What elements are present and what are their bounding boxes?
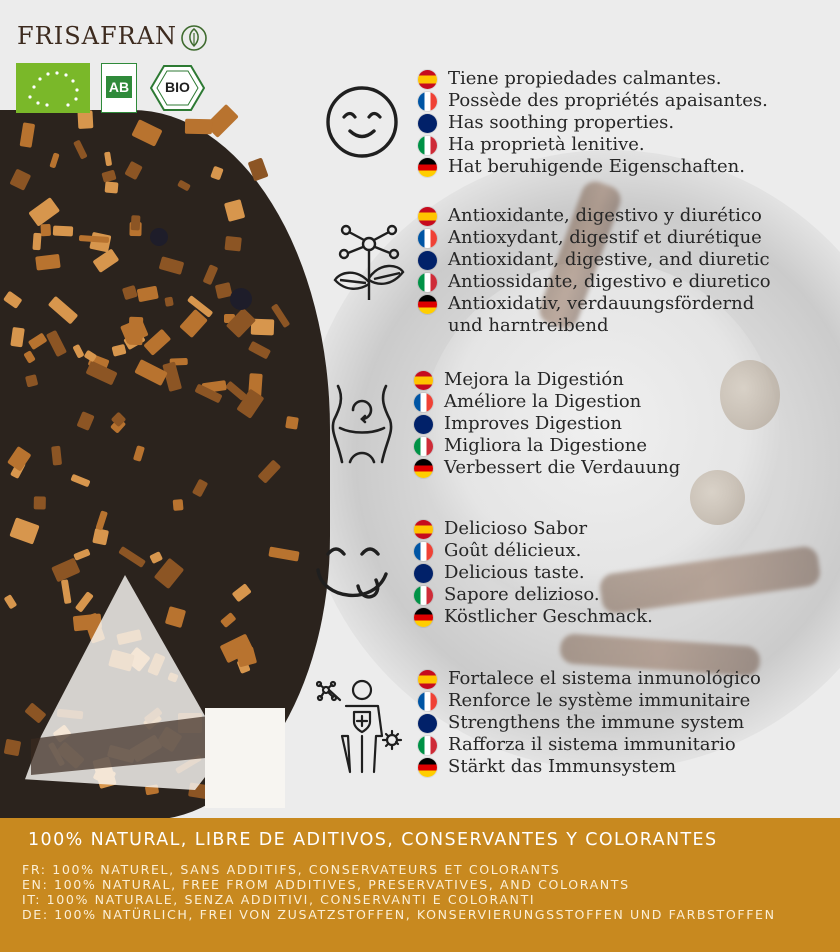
benefit-line-en bbox=[418, 712, 761, 734]
benefit-antioxidant bbox=[418, 205, 788, 337]
benefit-line-de bbox=[418, 756, 761, 778]
cinnamon-chip bbox=[185, 119, 212, 135]
benefit-line-fr bbox=[418, 690, 761, 712]
benefit-text: Rafforza il sistema immunitario bbox=[448, 734, 736, 755]
benefit-text: Antiossidante, digestivo e diuretico bbox=[448, 271, 771, 292]
benefit-line-it bbox=[414, 584, 653, 606]
berry bbox=[230, 288, 252, 310]
benefit-line-en bbox=[418, 249, 788, 271]
spain-flag-icon bbox=[418, 670, 437, 689]
leaf-logo-icon bbox=[180, 24, 208, 52]
benefit-line-fr bbox=[414, 540, 653, 562]
benefit-text: Strengthens the immune system bbox=[448, 712, 745, 733]
benefit-line-fr bbox=[418, 90, 768, 112]
benefit-line-de bbox=[418, 156, 768, 178]
benefit-line-de bbox=[414, 606, 653, 628]
benefit-line-it bbox=[414, 435, 680, 457]
eu-organic-logo bbox=[16, 63, 90, 113]
footer-line-en: EN: 100% NATURAL, FREE FROM ADDITIVES, PRESERVATIVES, AND COLORANTS bbox=[22, 877, 630, 892]
spain-flag-icon bbox=[414, 520, 433, 539]
benefit-text: Sapore delizioso. bbox=[444, 584, 600, 605]
benefit-text: Migliora la Digestione bbox=[444, 435, 648, 456]
uk-flag-icon bbox=[418, 251, 437, 270]
uk-flag-icon bbox=[414, 415, 433, 434]
germany-flag-icon bbox=[418, 295, 437, 314]
benefit-text: Verbessert die Verdauung bbox=[444, 457, 681, 478]
benefit-line-en bbox=[418, 112, 768, 134]
benefit-immune bbox=[418, 668, 761, 778]
uk-flag-icon bbox=[418, 114, 437, 133]
france-flag-icon bbox=[414, 542, 433, 561]
spain-flag-icon bbox=[418, 207, 437, 226]
background-nutmeg bbox=[720, 360, 780, 430]
benefit-text: Renforce le système immunitaire bbox=[448, 690, 751, 711]
cinnamon-chip bbox=[104, 182, 118, 195]
benefit-text: Possède des propriétés apaisantes. bbox=[448, 90, 768, 111]
benefit-text: Delicious taste. bbox=[444, 562, 585, 583]
cinnamon-chip bbox=[53, 226, 73, 237]
smiling-face-icon bbox=[324, 84, 400, 160]
uk-flag-icon bbox=[414, 564, 433, 583]
cinnamon-chip bbox=[285, 416, 299, 430]
benefit-line-es bbox=[418, 68, 768, 90]
footer-line-fr: FR: 100% NATUREL, SANS ADDITIFS, CONSERVATEURS ET COLORANTS bbox=[22, 862, 561, 877]
cinnamon-chip bbox=[129, 317, 144, 345]
brand-name: FRISAFRAN bbox=[17, 22, 178, 50]
benefit-line-en bbox=[414, 562, 653, 584]
tea-bag-tag bbox=[205, 708, 285, 808]
footer-banner bbox=[0, 818, 840, 952]
cinnamon-chip bbox=[33, 496, 45, 510]
france-flag-icon bbox=[418, 692, 437, 711]
italy-flag-icon bbox=[418, 273, 437, 292]
bio-hexagon-logo bbox=[150, 64, 205, 112]
ab-label: AB bbox=[106, 76, 132, 98]
italy-flag-icon bbox=[418, 136, 437, 155]
benefit-line-en bbox=[414, 413, 680, 435]
benefit-text: Delicioso Sabor bbox=[444, 518, 588, 539]
benefit-text: Goût délicieux. bbox=[444, 540, 582, 561]
benefit-line-es bbox=[414, 518, 653, 540]
germany-flag-icon bbox=[418, 158, 437, 177]
germany-flag-icon bbox=[418, 758, 437, 777]
benefit-line-fr bbox=[414, 391, 680, 413]
benefit-line-es bbox=[418, 205, 788, 227]
benefit-text: Antioxidante, digestivo y diurético bbox=[448, 205, 762, 226]
benefit-text: Améliore la Digestion bbox=[444, 391, 642, 412]
cinnamon-chip bbox=[51, 446, 62, 466]
tasty-face-icon bbox=[314, 540, 394, 606]
france-flag-icon bbox=[418, 92, 437, 111]
berry bbox=[150, 228, 168, 246]
benefit-digestion bbox=[414, 369, 680, 479]
uk-flag-icon bbox=[418, 714, 437, 733]
cinnamon-chip bbox=[40, 224, 50, 236]
cinnamon-chip bbox=[130, 215, 140, 230]
benefit-text: Köstlicher Geschmack. bbox=[444, 606, 653, 627]
digestion-torso-icon bbox=[330, 384, 394, 464]
benefit-text: Antioxidant, digestive, and diuretic bbox=[448, 249, 770, 270]
benefit-text: Stärkt das Immunsystem bbox=[448, 756, 677, 777]
eu-leaf-stars-icon bbox=[16, 63, 90, 113]
cinnamon-chip bbox=[173, 499, 183, 510]
immune-shield-person-icon bbox=[316, 678, 406, 774]
cinnamon-chip bbox=[165, 296, 175, 306]
ab-organic-logo bbox=[101, 63, 137, 113]
bio-label: BIO bbox=[165, 79, 190, 95]
background-nutmeg bbox=[690, 470, 745, 525]
benefit-line-es bbox=[418, 668, 761, 690]
benefit-text: Antioxydant, digestif et diurétique bbox=[448, 227, 762, 248]
italy-flag-icon bbox=[414, 586, 433, 605]
benefit-text: Has soothing properties. bbox=[448, 112, 675, 133]
spain-flag-icon bbox=[414, 371, 433, 390]
benefit-text: Fortalece el sistema inmunológico bbox=[448, 668, 761, 689]
italy-flag-icon bbox=[418, 736, 437, 755]
germany-flag-icon bbox=[414, 608, 433, 627]
benefit-text: Tiene propiedades calmantes. bbox=[448, 68, 722, 89]
benefit-line-de bbox=[414, 457, 680, 479]
benefit-text: Improves Digestion bbox=[444, 413, 622, 434]
spain-flag-icon bbox=[418, 70, 437, 89]
france-flag-icon bbox=[414, 393, 433, 412]
benefit-line-es bbox=[414, 369, 680, 391]
benefit-line-de bbox=[418, 293, 788, 337]
italy-flag-icon bbox=[414, 437, 433, 456]
cinnamon-chip bbox=[224, 236, 241, 252]
footer-headline: 100% NATURAL, LIBRE DE ADITIVOS, CONSERVANTES Y COLORANTES bbox=[28, 830, 718, 850]
pyramid-tea-bag bbox=[25, 575, 225, 790]
germany-flag-icon bbox=[414, 459, 433, 478]
benefit-line-it bbox=[418, 134, 768, 156]
benefit-line-it bbox=[418, 734, 761, 756]
footer-line-de: DE: 100% NATÜRLICH, FREI VON ZUSATZSTOFFEN, KONSERVIERUNGSSTOFFEN UND FARBSTOFFEN bbox=[22, 907, 776, 922]
benefit-text: Ha proprietà lenitive. bbox=[448, 134, 645, 155]
benefit-text: Mejora la Digestión bbox=[444, 369, 624, 390]
footer-line-it: IT: 100% NATURALE, SENZA ADDITIVI, CONSERVANTI E COLORANTI bbox=[22, 892, 536, 907]
france-flag-icon bbox=[418, 229, 437, 248]
benefit-text: Antioxidativ, verdauungsfördernd und harntreibend bbox=[448, 293, 755, 336]
cinnamon-chip bbox=[77, 111, 93, 129]
benefit-calming bbox=[418, 68, 768, 178]
benefit-taste bbox=[414, 518, 653, 628]
footer-translations bbox=[22, 862, 822, 922]
benefit-line-fr bbox=[418, 227, 788, 249]
plant-molecule-icon bbox=[330, 220, 408, 304]
benefit-text: Hat beruhigende Eigenschaften. bbox=[448, 156, 745, 177]
benefit-line-it bbox=[418, 271, 788, 293]
